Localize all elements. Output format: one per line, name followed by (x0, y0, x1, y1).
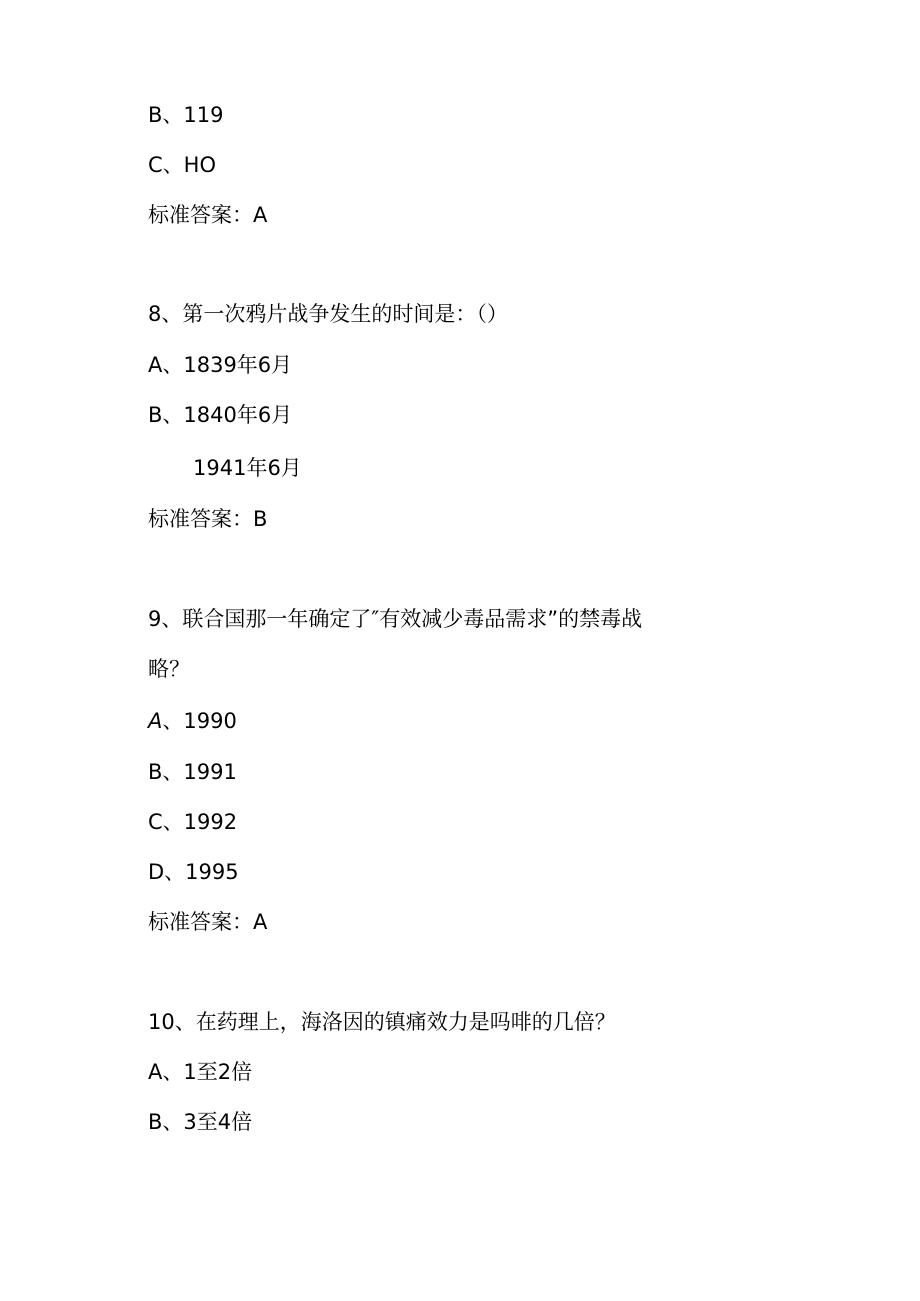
q9-option-a-text: 、1990 (162, 709, 237, 733)
q9-question-line-1: 9、联合国那一年确定了″有效减少毒品需求”的禁毒战 (148, 607, 643, 631)
q9-option-b: B、1991 (148, 760, 237, 784)
q8-option-b: B、1840年6月 (148, 403, 293, 427)
q9-question-line-2: 略？ (148, 657, 190, 681)
q10-option-b: B、3至4倍 (148, 1110, 253, 1134)
q8-option-a: A、1839年6月 (148, 353, 293, 377)
q8-option-c: 1941年6月 (193, 456, 302, 480)
q9-option-a (148, 707, 237, 735)
q9-option-a-letter: A (148, 709, 163, 733)
q7-answer: 标准答案：A (148, 203, 268, 227)
q7-option-b: B、119 (148, 103, 224, 127)
q9-option-d: D、1995 (148, 860, 239, 884)
q9-answer: 标准答案：A (148, 910, 268, 934)
q10-option-a: A、1至2倍 (148, 1060, 253, 1084)
q8-question: 8、第一次鸦片战争发生的时间是：（） (148, 302, 508, 326)
q9-option-c: C、1992 (148, 810, 238, 834)
q7-option-c: C、HO (148, 153, 216, 177)
q8-answer: 标准答案：B (148, 507, 268, 531)
q10-question: 10、在药理上，海洛因的镇痛效力是吗啡的几倍？ (148, 1010, 616, 1034)
